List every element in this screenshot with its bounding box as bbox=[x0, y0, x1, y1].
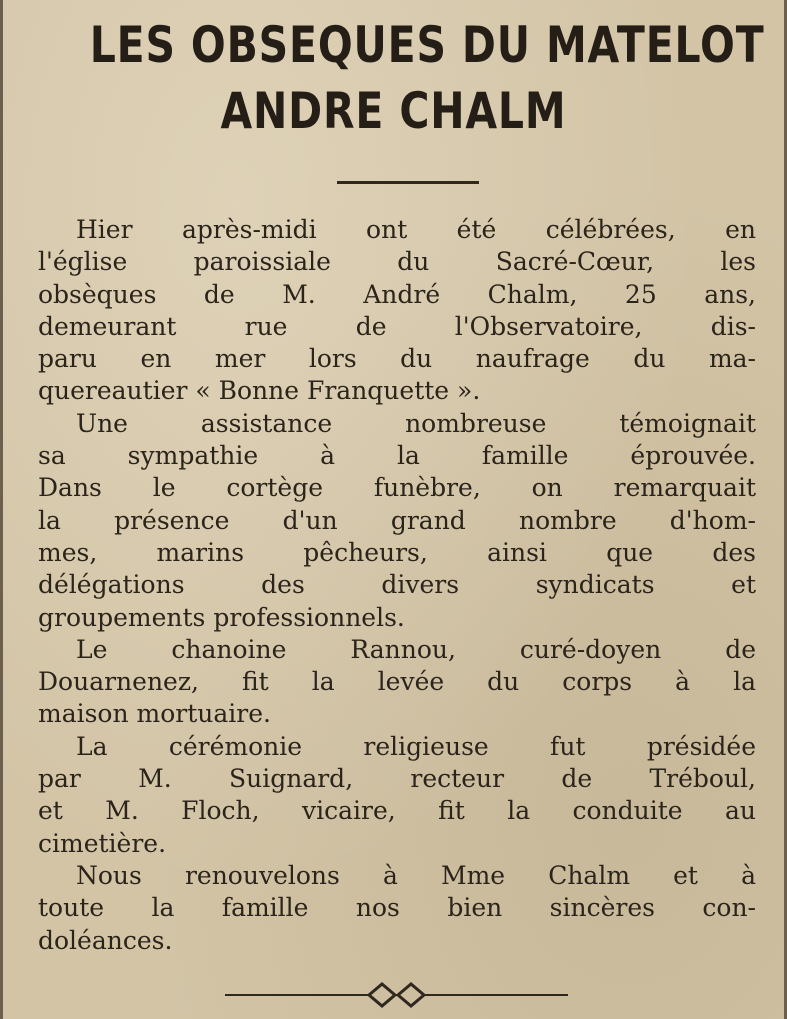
text-line: Hier après-midi ont été célébrées, en bbox=[76, 215, 756, 244]
paragraph-3 bbox=[38, 634, 756, 731]
text-line: groupements professionnels. bbox=[38, 602, 405, 632]
paragraph-1 bbox=[38, 214, 756, 408]
paragraph-5 bbox=[38, 860, 756, 957]
text-line: Dans le cortège funèbre, on remarquait bbox=[38, 473, 756, 503]
ornament-rule-left bbox=[225, 994, 365, 996]
headline-line-1: LES OBSEQUES DU MATELOT bbox=[89, 16, 765, 74]
text-line: quereautier « Bonne Franquette ». bbox=[38, 376, 481, 406]
text-line: la présence d'un grand nombre d'hom- bbox=[38, 505, 756, 535]
text-line: sa sympathie à la famille éprouvée. bbox=[38, 441, 756, 471]
article-body bbox=[38, 214, 756, 957]
text-line: Nous renouvelons à Mme Chalm et à bbox=[76, 860, 756, 890]
headline-rule bbox=[337, 181, 479, 184]
text-line: par M. Suignard, recteur de Tréboul, bbox=[38, 764, 756, 794]
text-line: paru en mer lors du naufrage du ma- bbox=[38, 344, 756, 374]
ornament-rule-right bbox=[428, 994, 568, 996]
double-diamond-icon bbox=[365, 982, 428, 1008]
text-line: maison mortuaire. bbox=[38, 699, 271, 729]
text-line: Une assistance nombreuse témoignait bbox=[76, 408, 756, 438]
paragraph-4 bbox=[38, 731, 756, 860]
end-ornament bbox=[225, 982, 568, 1008]
text-line: mes, marins pêcheurs, ainsi que des bbox=[38, 537, 756, 567]
text-line: l'église paroissiale du Sacré-Cœur, les bbox=[38, 247, 756, 277]
text-line: toute la famille nos bien sincères con- bbox=[38, 893, 756, 923]
text-line: et M. Floch, vicaire, fit la conduite au bbox=[38, 796, 756, 826]
text-line: doléances. bbox=[38, 925, 173, 955]
text-line: obsèques de M. André Chalm, 25 ans, bbox=[38, 279, 756, 309]
headline-line-2: ANDRE CHALM bbox=[220, 82, 567, 140]
headline bbox=[89, 12, 765, 144]
text-line: La cérémonie religieuse fut présidée bbox=[76, 731, 756, 761]
text-line: Douarnenez, fit la levée du corps à la bbox=[38, 667, 756, 697]
text-line: cimetière. bbox=[38, 828, 167, 858]
text-line: demeurant rue de l'Observatoire, dis- bbox=[38, 311, 756, 341]
paragraph-2 bbox=[38, 408, 756, 634]
text-line: délégations des divers syndicats et bbox=[38, 570, 756, 600]
text-line: Le chanoine Rannou, curé-doyen de bbox=[76, 634, 756, 664]
